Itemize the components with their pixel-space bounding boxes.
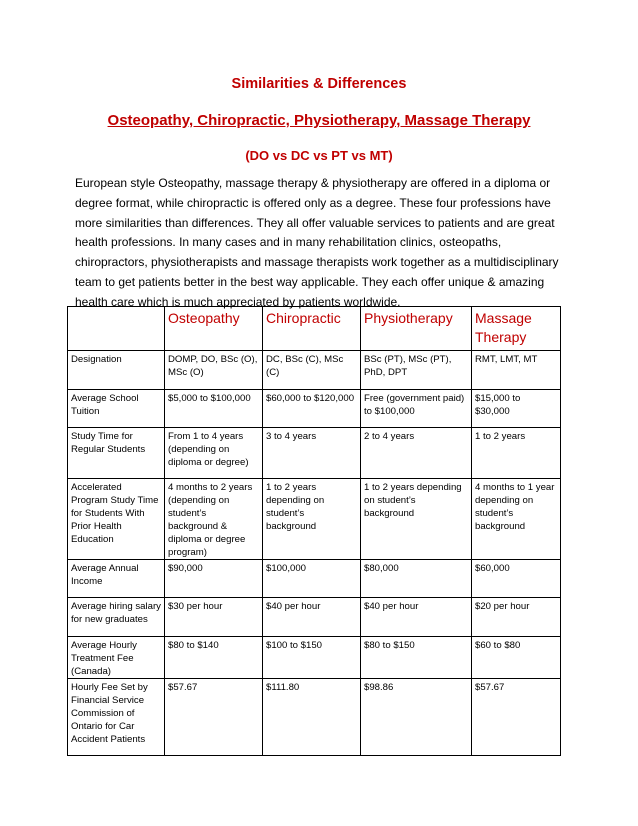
row-label: Hourly Fee Set by Financial Service Commission of Ontario for Car Accident Patients [68,679,165,756]
table-cell: $60 to $80 [472,637,561,679]
table-cell: $80,000 [361,560,472,598]
table-cell: 4 months to 1 year depending on student’s background [472,479,561,560]
table-cell: From 1 to 4 years (depending on diploma or degree) [165,428,263,479]
header-physiotherapy: Physiotherapy [361,307,472,351]
table-cell: $40 per hour [263,598,361,637]
table-cell: $40 per hour [361,598,472,637]
comparison-table [67,306,561,756]
header-massage-therapy: Massage Therapy [472,307,561,351]
table-cell: $57.67 [472,679,561,756]
row-label: Average Hourly Treatment Fee (Canada) [68,637,165,679]
table-row [68,598,561,637]
header-cell-empty [68,307,165,351]
row-label: Study Time for Regular Students [68,428,165,479]
table-cell: $80 to $150 [361,637,472,679]
document-subtitle-abbreviations: (DO vs DC vs PT vs MT) [245,148,393,163]
table-row [68,679,561,756]
row-label: Average Annual Income [68,560,165,598]
table-cell: $98.86 [361,679,472,756]
table-cell: BSc (PT), MSc (PT), PhD, DPT [361,351,472,390]
table-cell: $20 per hour [472,598,561,637]
table-row [68,390,561,428]
row-label: Average hiring salary for new graduates [68,598,165,637]
table-cell: $57.67 [165,679,263,756]
table-row [68,479,561,560]
header-chiropractic: Chiropractic [263,307,361,351]
table-cell: $80 to $140 [165,637,263,679]
row-label: Average School Tuition [68,390,165,428]
table-row [68,560,561,598]
table-header-row [68,307,561,351]
table-cell: $5,000 to $100,000 [165,390,263,428]
document-title: Similarities & Differences [231,76,407,92]
table-cell: $100,000 [263,560,361,598]
document-subtitle: Osteopathy, Chiropractic, Physiotherapy, Massage Therapy [107,112,531,129]
table-cell: 1 to 2 years depending on student’s background [263,479,361,560]
row-label: Accelerated Program Study Time for Students With Prior Health Education [68,479,165,560]
table-cell: 2 to 4 years [361,428,472,479]
header-osteopathy: Osteopathy [165,307,263,351]
table-cell: 1 to 2 years depending on student’s background [361,479,472,560]
table-cell: DC, BSc (C), MSc (C) [263,351,361,390]
table-cell: Free (government paid) to $100,000 [361,390,472,428]
table-cell: $15,000 to $30,000 [472,390,561,428]
row-label: Designation [68,351,165,390]
table-cell: $60,000 to $120,000 [263,390,361,428]
intro-paragraph: European style Osteopathy, massage therapy & physiotherapy are offered in a diploma or degree format, while chiropractic is offered only as a degree. These four professions have more similarities than differences. They all offer valuable services to patients and are great health professions. In many cases and in many rehabilitation clinics, osteopaths, chiropractors, physiotherapists and massage therapists work together as a multidisciplinary team to get patients better in the best way applicable. They each offer unique & amazing health care which is much appreciated by patients worldwide. [75,176,559,309]
table-cell: $100 to $150 [263,637,361,679]
table-row [68,351,561,390]
table-row [68,428,561,479]
table-cell: $30 per hour [165,598,263,637]
table-cell: $60,000 [472,560,561,598]
table-cell: 4 months to 2 years (depending on student’s background & diploma or degree program) [165,479,263,560]
table-cell: 3 to 4 years [263,428,361,479]
table-cell: DOMP, DO, BSc (O), MSc (O) [165,351,263,390]
table-cell: $90,000 [165,560,263,598]
table-cell: 1 to 2 years [472,428,561,479]
table-cell: RMT, LMT, MT [472,351,561,390]
table-row [68,637,561,679]
table-cell: $111.80 [263,679,361,756]
